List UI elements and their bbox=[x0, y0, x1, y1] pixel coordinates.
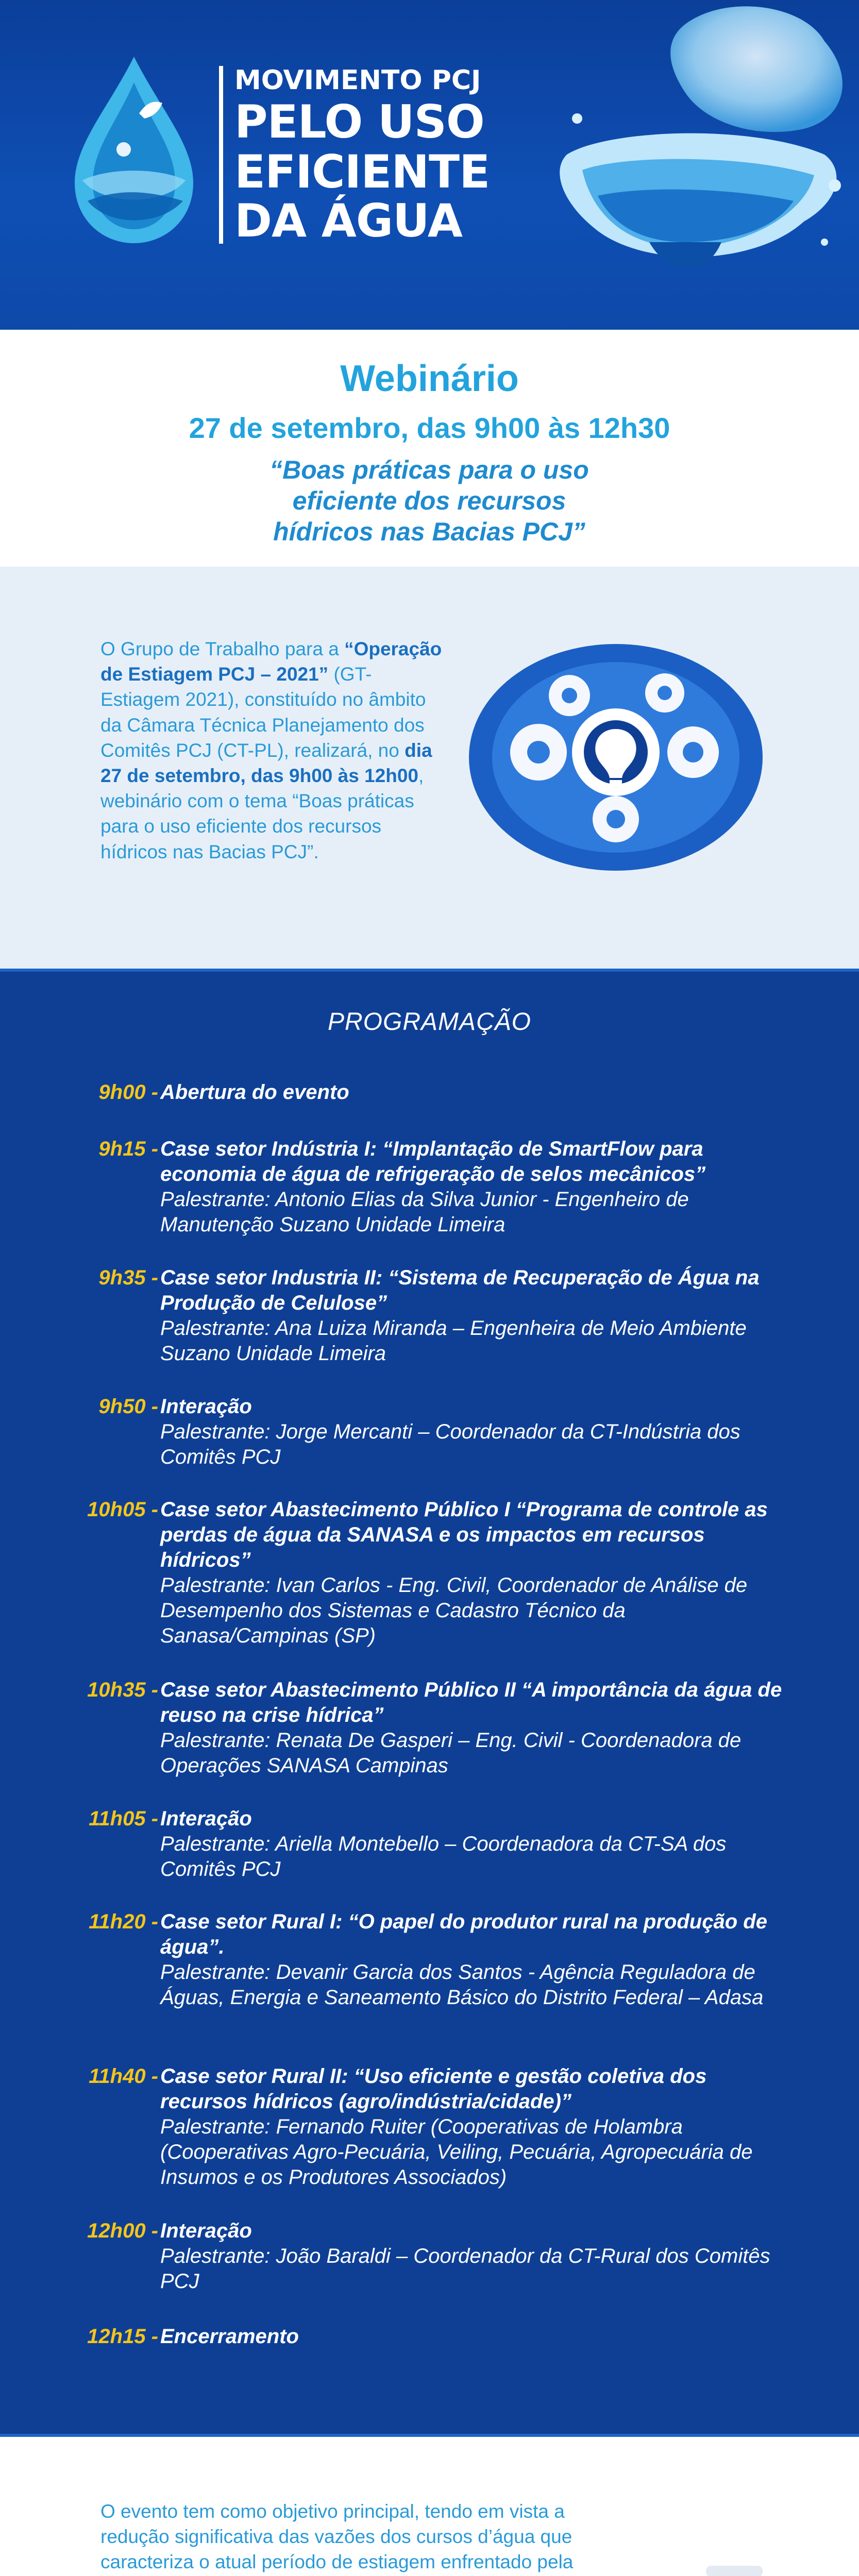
program-item-title: Case setor Industria II: “Sistema de Recuperação de Água na Produção de Celulose” bbox=[160, 1266, 760, 1314]
gears-lightbulb-illustration-icon bbox=[461, 634, 765, 881]
intro-bold-1: “Operação de Estiagem PCJ – 2021” bbox=[100, 638, 442, 685]
program-item-time: 9h35 - bbox=[98, 1266, 158, 1289]
program-item-speaker: Palestrante: Antonio Elias da Silva Junior - Engenheiro de Manutenção Suzano Unidade Limeira bbox=[160, 1188, 689, 1236]
water-drop-logo-icon bbox=[62, 52, 206, 247]
program-item-title: Case setor Indústria I: “Implantação de SmartFlow para economia de água de refrigeração de selos mecânicos” bbox=[160, 1138, 706, 1185]
program-item-title: Encerramento bbox=[160, 2325, 299, 2348]
webinar-title: Webinário bbox=[340, 358, 519, 399]
program-section bbox=[0, 969, 859, 2437]
program-heading: PROGRAMAÇÃO bbox=[327, 1008, 532, 1036]
campaign-title-line1: MOVIMENTO PCJ bbox=[234, 65, 481, 96]
objective-paragraph: O evento tem como objetivo principal, tendo em vista a redução significativa das vazões dos cursos d’água que caracteriza o atual período de estiagem enfrentado pela bbox=[100, 2501, 574, 2573]
title-divider bbox=[219, 66, 223, 244]
program-item-speaker: Palestrante: Renata De Gasperi – Eng. Civil - Coordenadora de Operações SANASA Campinas bbox=[160, 1729, 742, 1777]
intro-text-2: (GT-Estiagem 2021), constituído no âmbito da Câmara Técnica Planejamento dos Comitês PCJ (CT-PL), realizará, no bbox=[100, 664, 426, 761]
program-item-time: 9h00 - bbox=[98, 1081, 158, 1104]
program-item-title: Interação bbox=[160, 1395, 252, 1418]
webinar-theme-line1: “Boas práticas para o uso eficiente dos recursos bbox=[270, 455, 589, 515]
program-item-time: 11h05 - bbox=[89, 1807, 158, 1830]
program-item-speaker: Palestrante: Fernando Ruiter (Cooperativas de Holambra (Cooperativas Agro-Pecuária, Veiling, Pecuária, Agropecuária de Insumos e os Produtores Associados) bbox=[160, 2115, 753, 2189]
program-item-speaker: Palestrante: Ariella Montebello – Coordenadora da CT-SA dos Comitês PCJ bbox=[160, 1833, 727, 1880]
program-item-time: 10h05 - bbox=[87, 1498, 158, 1521]
program-item-time: 9h15 - bbox=[98, 1138, 158, 1160]
water-splash-illustration-icon bbox=[536, 0, 859, 330]
program-item-title: Interação bbox=[160, 1807, 252, 1830]
program-item-time: 10h35 - bbox=[87, 1679, 158, 1701]
campaign-title-line2: PELO USO bbox=[234, 95, 484, 148]
intro-text-3: , webinário com o tema “Boas práticas para o uso eficiente dos recursos hídricos nas Bacias PCJ”. bbox=[100, 765, 424, 862]
program-item-title: Case setor Abastecimento Público I “Programa de controle as perdas de água da SANASA e os impactos em recursos hídricos” bbox=[160, 1498, 768, 1571]
program-item-time: 12h00 - bbox=[87, 2219, 158, 2242]
program-item-time: 12h15 - bbox=[87, 2325, 158, 2348]
intro-section bbox=[0, 567, 859, 969]
program-item-speaker: Palestrante: Jorge Mercanti – Coordenador da CT-Indústria dos Comitês PCJ bbox=[160, 1420, 740, 1468]
faucet-icon bbox=[644, 2550, 859, 2576]
program-item-speaker: Palestrante: Ivan Carlos - Eng. Civil, Coordenador de Análise de Desempenho dos Sistemas e Cadastro Técnico da Sanasa/Campinas (SP) bbox=[160, 1574, 748, 1647]
header-banner bbox=[0, 0, 859, 330]
program-item-title: Interação bbox=[160, 2219, 252, 2242]
intro-bold-2: dia 27 de setembro, das 9h00 às 12h00 bbox=[100, 739, 432, 787]
intro-paragraph bbox=[100, 636, 451, 865]
webinar-info bbox=[0, 330, 859, 567]
program-item-time: 9h50 - bbox=[98, 1395, 158, 1418]
webinar-date: 27 de setembro, das 9h00 às 12h30 bbox=[189, 412, 670, 444]
program-item-title: Case setor Abastecimento Público II “A importância da água de reuso na crise hídrica” bbox=[160, 1679, 782, 1726]
program-item-time: 11h40 - bbox=[89, 2065, 158, 2088]
program-item-time: 11h20 - bbox=[89, 1910, 158, 1933]
program-item-speaker: Palestrante: Devanir Garcia dos Santos - Agência Reguladora de Águas, Energia e Saneamento Básico do Distrito Federal – Adasa bbox=[160, 1961, 764, 2009]
campaign-title-line3: EFICIENTE bbox=[234, 145, 490, 198]
program-item-speaker: Palestrante: Ana Luiza Miranda – Engenheira de Meio Ambiente Suzano Unidade Limeira bbox=[160, 1317, 747, 1365]
program-item-title: Abertura do evento bbox=[160, 1081, 349, 1104]
program-item-title: Case setor Rural II: “Uso eficiente e gestão coletiva dos recursos hídricos (agro/indústria/cidade)” bbox=[160, 2065, 707, 2113]
objective-section bbox=[0, 2437, 859, 2576]
webinar-theme bbox=[249, 454, 610, 547]
program-item-title: Case setor Rural I: “O papel do produtor rural na produção de água”. bbox=[160, 1910, 767, 1958]
program-item-speaker: Palestrante: João Baraldi – Coordenador da CT-Rural dos Comitês PCJ bbox=[160, 2245, 770, 2293]
webinar-theme-line2: hídricos nas Bacias PCJ” bbox=[273, 517, 585, 546]
campaign-title-line4: DA ÁGUA bbox=[234, 194, 462, 247]
intro-text-1: O Grupo de Trabalho para a bbox=[100, 638, 339, 659]
